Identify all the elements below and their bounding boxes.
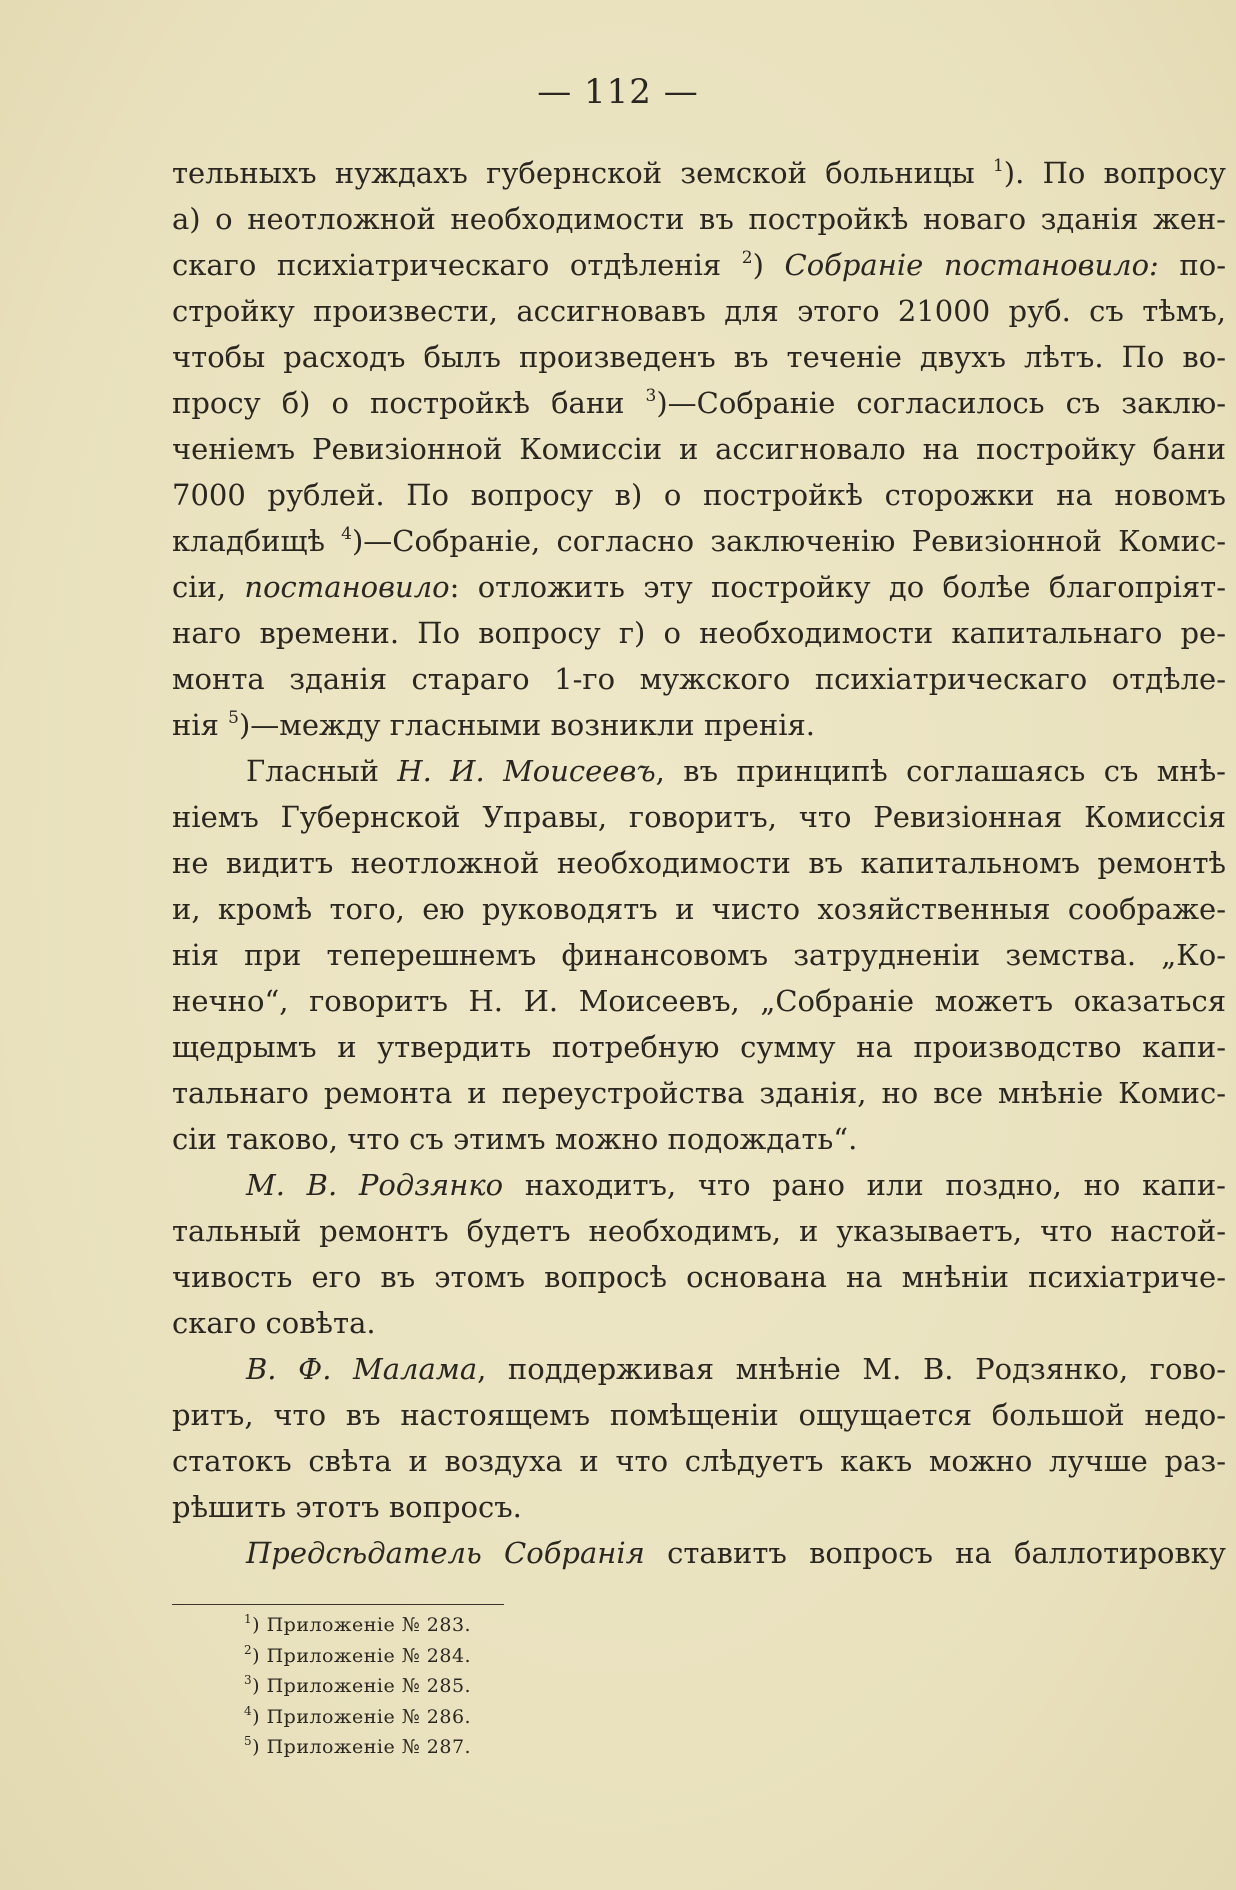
footnote [244, 1671, 471, 1702]
text-span: ставитъ вопросъ на баллотировку [644, 1536, 1226, 1570]
text-line: нія при теперешнемъ финансовомъ затрудненіи земства. „Ко- [172, 938, 1226, 972]
text-line: скаго совѣта. [172, 1306, 376, 1340]
italic-text: Н. И. Моисеевъ [397, 754, 656, 788]
text-span: просу б) о постройкѣ бани [172, 386, 646, 420]
text-line: чивость его въ этомъ вопросѣ основана на мнѣніи психіатриче- [172, 1260, 1226, 1294]
text-span: кладбищѣ [172, 524, 342, 558]
footnote-text: ) Приложеніе № 285. [252, 1675, 472, 1697]
text-line: чтобы расходъ былъ произведенъ въ теченіе двухъ лѣтъ. По во- [172, 340, 1226, 374]
footnote-ref: 5 [228, 708, 239, 728]
text-span: )—Собраніе, согласно заключенію Ревизіонной Комис- [351, 524, 1226, 558]
footnote-ref: 4 [341, 524, 352, 544]
text-line: тальнаго ремонта и переустройства зданія, но все мнѣніе Комис- [172, 1076, 1226, 1110]
footnotes [244, 1610, 471, 1763]
text-line: наго времени. По вопросу г) о необходимости капитальнаго ре- [172, 616, 1226, 650]
text-span: ). По вопросу [1003, 156, 1226, 190]
text-line: сіи таково, что съ этимъ можно подождать“. [172, 1122, 858, 1156]
text-line [172, 518, 1226, 564]
footnote [244, 1702, 471, 1733]
footnote-number: 5 [244, 1734, 253, 1748]
footnote-number: 2 [244, 1642, 253, 1657]
body-text [172, 150, 1226, 1576]
text-span: по- [1158, 248, 1226, 282]
text-line: 7000 рублей. По вопросу в) о постройкѣ сторожки на новомъ [172, 478, 1226, 512]
text-line [172, 748, 1226, 794]
text-line: щедрымъ и утвердить потребную сумму на производство капи- [172, 1030, 1226, 1064]
footnote-number: 3 [244, 1673, 253, 1687]
text-span: )—между гласными возникли пренія. [238, 708, 815, 742]
italic-text: В. Ф. Малама [246, 1352, 478, 1386]
footnote-ref: 3 [645, 386, 657, 406]
italic-text: постановило [244, 570, 450, 604]
italic-text: Собраніе постановило: [784, 248, 1159, 282]
footnote-text: ) Приложеніе № 286. [252, 1705, 472, 1728]
text-line: ритъ, что въ настоящемъ помѣщеніи ощущается большой недо- [172, 1398, 1226, 1432]
footnote-ref: 2 [741, 248, 753, 268]
text-line: и, кромѣ того, ею руководятъ и чисто хозяйственныя соображе- [172, 892, 1226, 926]
footnote-text: ) Приложеніе № 284. [252, 1644, 472, 1667]
text-line [172, 564, 1226, 610]
italic-text: Предсѣдатель Собранія [246, 1536, 645, 1570]
text-span: скаго психіатрическаго отдѣленія [172, 248, 742, 282]
footnote-number: 1 [244, 1612, 253, 1626]
text-span: Гласный [246, 754, 398, 788]
footnote-number: 4 [244, 1703, 253, 1718]
footnote-divider [172, 1604, 504, 1605]
text-line [172, 242, 1226, 288]
text-span: : отложить эту постройку до болѣе благопріят- [449, 570, 1226, 604]
text-line: тальный ремонтъ будетъ необходимъ, и указываетъ, что настой- [172, 1214, 1226, 1248]
italic-text: М. В. Родзянко [246, 1168, 504, 1202]
page-number: — 112 — [537, 72, 699, 112]
text-line [172, 1530, 1226, 1576]
text-line: статокъ свѣта и воздуха и что слѣдуетъ какъ можно лучше раз- [172, 1444, 1226, 1478]
text-line [172, 380, 1226, 426]
footnote-text: ) Приложеніе № 283. [252, 1614, 472, 1636]
text-span: )—Собраніе согласилось съ заклю- [656, 386, 1226, 420]
footnote-ref: 1 [992, 156, 1004, 176]
text-span: , въ принципѣ соглашаясь съ мнѣ- [655, 754, 1226, 788]
text-line [172, 1346, 1226, 1392]
text-line: нечно“, говоритъ Н. И. Моисеевъ, „Собраніе можетъ оказаться [172, 984, 1226, 1018]
text-line: ченіемъ Ревизіонной Комиссіи и ассигновало на постройку бани [172, 432, 1226, 466]
text-span: ) [752, 248, 785, 282]
text-line: монта зданія стараго 1-го мужского психіатрическаго отдѣле- [172, 662, 1226, 696]
footnote-text: ) Приложеніе № 287. [252, 1736, 472, 1758]
text-line: рѣшить этотъ вопросъ. [172, 1490, 522, 1524]
text-line: ніемъ Губернской Управы, говоритъ, что Ревизіонная Комиссія [172, 800, 1226, 834]
text-span: нія [172, 708, 229, 742]
text-span: тельныхъ нуждахъ губернской земской больницы [172, 156, 993, 190]
text-line: не видитъ неотложной необходимости въ капитальномъ ремонтѣ [172, 846, 1226, 880]
footnote [244, 1641, 471, 1672]
footnote [244, 1610, 471, 1641]
text-line: а) о неотложной необходимости въ постройкѣ новаго зданія жен- [172, 202, 1226, 236]
text-line [172, 702, 1226, 748]
text-span: , поддерживая мнѣніе М. В. Родзянко, гово- [477, 1352, 1226, 1386]
text-span: находитъ, что рано или поздно, но капи- [503, 1168, 1226, 1202]
text-line [172, 150, 1226, 196]
text-span: сіи, [172, 570, 245, 604]
footnote [244, 1732, 471, 1763]
text-line: стройку произвести, ассигновавъ для этого 21000 руб. съ тѣмъ, [172, 294, 1226, 328]
text-line [172, 1162, 1226, 1208]
